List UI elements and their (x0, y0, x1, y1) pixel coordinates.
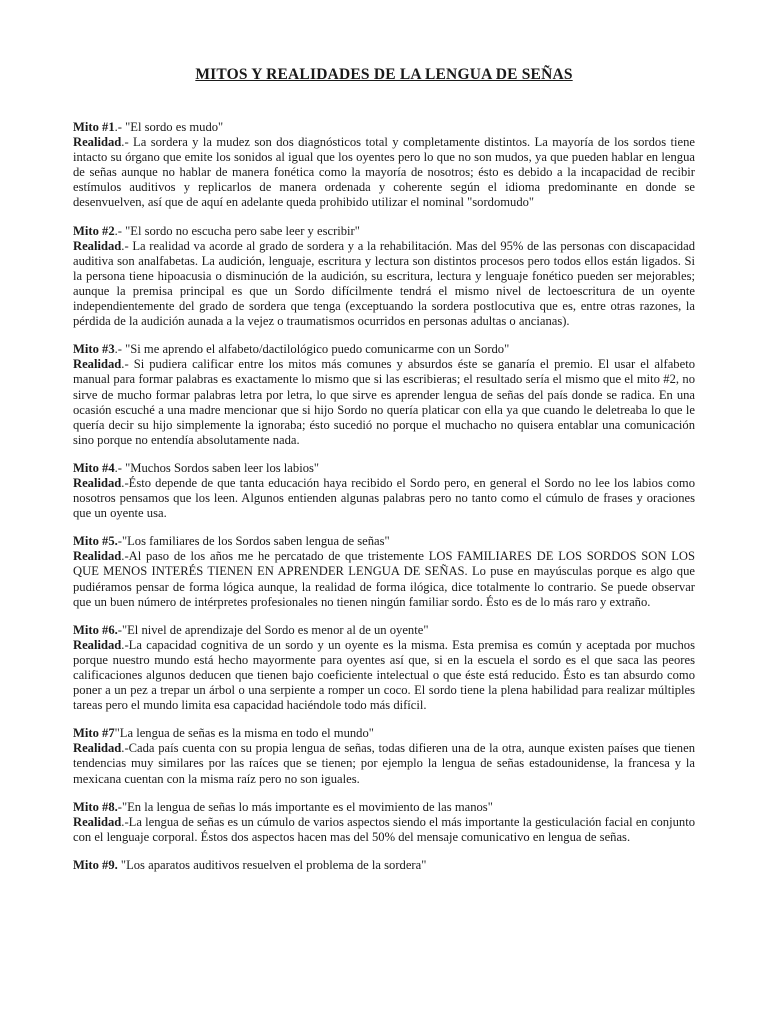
myth-text: .- "El sordo no escucha pero sabe leer y escribir" (114, 223, 360, 238)
reality-label: Realidad (73, 238, 122, 253)
reality-label: Realidad (73, 475, 122, 490)
myth-entry-8 (73, 800, 695, 845)
reality-paragraph (73, 135, 695, 210)
reality-paragraph (73, 476, 695, 521)
myth-line (73, 342, 695, 357)
reality-text: .-Cada país cuenta con su propia lengua de señas, todas difieren una de la otra, aunque existen países que tienen tendencias muy similares por las raíces que se tienen; por ejemplo la lengua de señas estadounidense, la francesa y la mexicana cuentan con la misma raíz pero no son iguales. (73, 741, 695, 786)
reality-text: .-Ésto depende de que tanta educación haya recibido el Sordo pero, en general el Sordo no lee los labios como nosotros pensamos que los leen. Algunos entienden algunas palabras pero no tanto como el cúmulo de frases y oraciones que un oyente usa. (73, 475, 695, 521)
myth-text: .- "Si me aprendo el alfabeto/dactilológico puedo comunicarme con un Sordo" (114, 342, 510, 357)
reality-text: .- La sordera y la mudez son dos diagnósticos total y completamente distintos. La mayoría de los sordos tiene intacto su órgano que emite los sonidos al igual que los oyentes pero lo que no son mudos, ya que pueden hablar en lengua de señas aunque no hablar de manera fonética como la mayoría de nosotros; ésto es debido a la incapacidad de recibir estímulos auditivos y replicarlos de manera ordenada y coherente según el idioma predominante en donde se desenvuelven, así que de aquí en adelante queda prohibido utilizar el nominal "sordomudo" (73, 135, 695, 210)
myth-label: Mito #9. (73, 857, 118, 872)
myth-line (73, 461, 695, 476)
myth-entry-2 (73, 224, 695, 330)
myth-line (73, 623, 695, 638)
myth-line (73, 858, 695, 873)
myth-entry-5 (73, 534, 695, 609)
myth-text: "La lengua de señas es la misma en todo el mundo" (114, 726, 374, 741)
myth-text: "Los aparatos auditivos resuelven el problema de la sordera" (117, 857, 427, 872)
reality-text: .- La realidad va acorde al grado de sordera y a la rehabilitación. Mas del 95% de las personas con discapacidad auditiva son analfabetas. La audición, lenguaje, escritura y lectura son distintos procesos pero todos ellos están ligados. Si la persona tiene hipoacusia o disminución de la audición, su escritura, lectura y lenguaje fonético pueden ser mejorables; aunque la premisa principal es que un Sordo difícilmente tendrá el mismo nivel de lectoescritura de un oyente independientemente del grado de sordera que tenga (exceptuando la sordera postlocutiva que es, entre otras razones, la pérdida de la audición aunada a la vejez o traumatismos ocurridos en personas adultas o ancianas). (73, 238, 695, 329)
document-title: MITOS Y REALIDADES DE LA LENGUA DE SEÑAS (195, 66, 573, 83)
myth-text: -"En la lengua de señas lo más importante es el movimiento de las manos" (117, 799, 493, 814)
myth-label: Mito #4 (73, 460, 115, 475)
myth-label: Mito #7 (73, 726, 115, 741)
reality-paragraph (73, 357, 695, 448)
myth-label: Mito #3 (73, 342, 115, 357)
myth-line (73, 726, 695, 741)
myth-entry-4 (73, 461, 695, 521)
reality-label: Realidad (73, 741, 122, 756)
myth-entry-1 (73, 120, 695, 211)
myth-text: .- "El sordo es mudo" (114, 120, 224, 134)
myth-line (73, 534, 695, 549)
myth-label: Mito #2 (73, 223, 115, 238)
reality-paragraph (73, 815, 695, 845)
reality-label: Realidad (73, 637, 122, 652)
reality-text: .-Al paso de los años me he percatado de que tristemente LOS FAMILIARES DE LOS SORDOS SON LOS QUE MENOS INTERÉS TIENEN EN APRENDER LENGUA DE SEÑAS. Lo puse en mayúsculas porque es algo que pudiéramos pensar de forma lógica aunque, la realidad de forma ilógica, dice totalmente lo contrario. Se puede observar que un buen número de intérpretes profesionales no tienen ningún familiar sordo. Ésto es de lo más raro y extraño. (73, 549, 695, 609)
myth-entry-3 (73, 342, 695, 448)
myth-label: Mito #1 (73, 120, 115, 134)
reality-label: Realidad (73, 814, 122, 829)
reality-paragraph (73, 741, 695, 786)
myth-entry-6 (73, 623, 695, 714)
myth-label: Mito #5. (73, 534, 118, 549)
myth-line (73, 800, 695, 815)
reality-text: .-La lengua de señas es un cúmulo de varios aspectos siendo el más importante la gesticulación facial en conjunto con el lenguaje corporal. Éstos dos aspectos hacen mas del 50% del mensaje comunicativo en lengua de señas. (73, 814, 695, 844)
myth-line (73, 120, 695, 135)
reality-text: .-La capacidad cognitiva de un sordo y un oyente es la misma. Esta premisa es común y aceptada por muchos porque nuestro mundo está hecho mayormente para oyentes así que, si en la escuela el sordo es el que saca las peores calificaciones algunos deducen que tienen bajo coeficiente intelectual o que éste está reducido. Ésto es tan absurdo como poner a un pez a trepar un árbol o una serpiente a romper un coco. El sordo tiene la plena habilidad para realizar múltiples tareas pero el mundo limita esa capacidad haciéndole todo más difícil. (73, 637, 695, 713)
myth-text: -"Los familiares de los Sordos saben lengua de señas" (117, 534, 390, 549)
myth-line (73, 224, 695, 239)
reality-text: .- Si pudiera calificar entre los mitos más comunes y absurdos éste se ganaría el premio. El usar el alfabeto manual para formar palabras es exactamente lo mismo que si las escribieras; el resultado sería el mismo que el mito #2, no sirve de mucho formar palabras letra por letra, lo que sirve es aprender lengua de señas del país donde se radica. En una ocasión escuché a una madre mencionar que si hijo Sordo no quería platicar con ella ya que cuando le deletreaba lo que le quería decir su hijo simplemente la ignoraba; ésto sucedió no porque el muchacho no quisera entablar una comunicación sino porque no entendía absolutamente nada. (73, 357, 695, 447)
reality-paragraph (73, 549, 695, 609)
myth-text: .- "Muchos Sordos saben leer los labios" (114, 460, 320, 475)
reality-paragraph (73, 638, 695, 713)
myth-label: Mito #8. (73, 799, 118, 814)
reality-paragraph (73, 239, 695, 330)
reality-label: Realidad (73, 357, 122, 372)
myth-entry-9 (73, 858, 695, 873)
myth-text: -"El nivel de aprendizaje del Sordo es menor al de un oyente" (117, 622, 429, 637)
reality-label: Realidad (73, 135, 122, 150)
reality-label: Realidad (73, 549, 122, 564)
myth-label: Mito #6. (73, 622, 118, 637)
myth-entry-7 (73, 726, 695, 786)
